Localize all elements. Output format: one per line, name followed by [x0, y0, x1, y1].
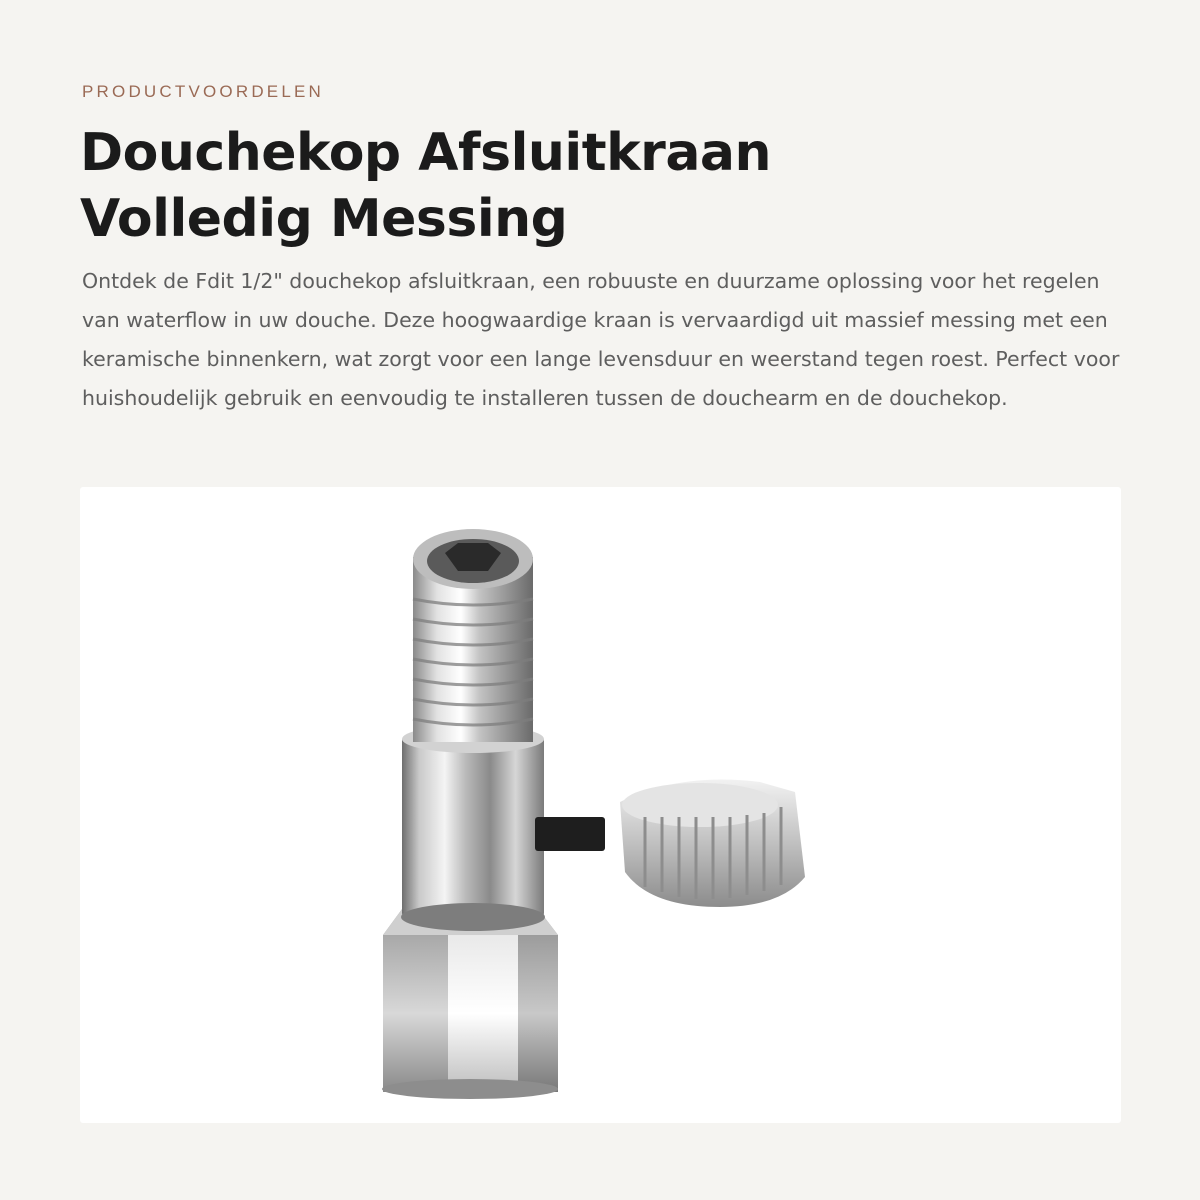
- hex-nut: [382, 905, 558, 1099]
- knurled-lever: [620, 780, 805, 908]
- product-image-panel: [80, 487, 1121, 1123]
- valve-body: [401, 725, 605, 931]
- shutoff-valve-image: [80, 487, 1121, 1123]
- product-description: Ontdek de Fdit 1/2" douchekop afsluitkraan, een robuuste en duurzame oplossing voor het regelen van waterflow in uw douche. Deze hoogwaardige kraan is vervaardigd uit massief messing met een keramische binnenkern, wat zorgt voor een lange levensduur en weerstand tegen roest. Perfect voor huishoudelijk gebruik en eenvoudig te installeren tussen de douchearm en de douchekop.: [82, 269, 1120, 410]
- title-line-1: Douchekop Afsluitkraan: [80, 123, 772, 183]
- threaded-spigot: [413, 529, 533, 742]
- title-line-2: Volledig Messing: [80, 189, 568, 249]
- page-title: [80, 120, 1130, 252]
- section-eyebrow: PRODUCTVOORDELEN: [82, 82, 325, 101]
